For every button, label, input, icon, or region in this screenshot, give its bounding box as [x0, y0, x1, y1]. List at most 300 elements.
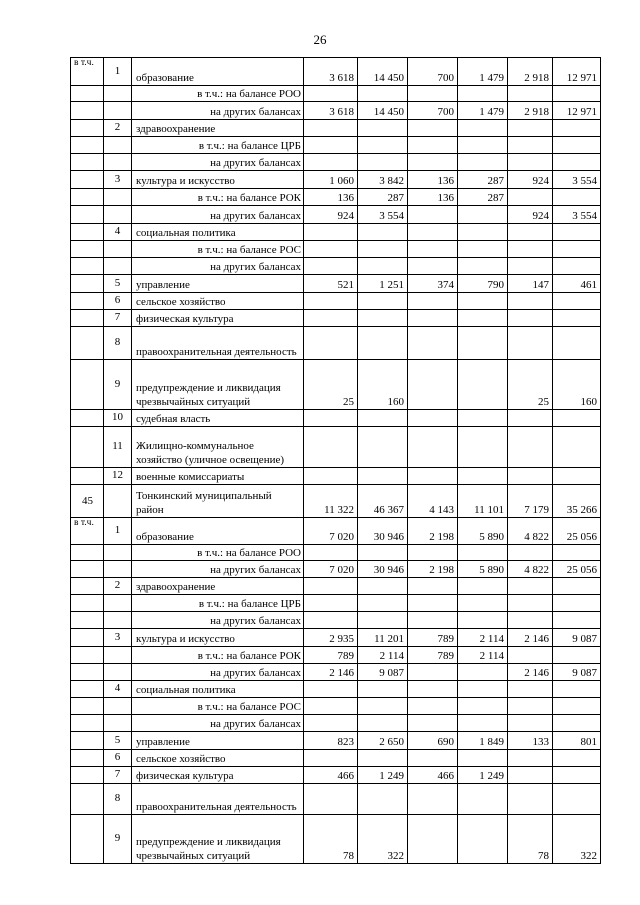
item-number-cell — [104, 698, 132, 715]
region-number-cell: 45 — [71, 485, 104, 518]
value-cell — [408, 120, 458, 137]
value-cell — [458, 578, 508, 595]
table-row — [71, 545, 601, 561]
value-cell: 924 — [508, 206, 553, 224]
value-cell: 2 918 — [508, 58, 553, 86]
value-cell — [408, 258, 458, 275]
value-cell: 11 101 — [458, 485, 508, 518]
value-cell — [408, 206, 458, 224]
value-cell — [508, 647, 553, 664]
value-cell — [458, 360, 508, 410]
item-number-cell: 5 — [104, 732, 132, 750]
grouping-cell — [71, 595, 104, 612]
value-cell — [304, 258, 358, 275]
value-cell — [508, 258, 553, 275]
value-cell — [408, 664, 458, 681]
value-cell — [458, 293, 508, 310]
balance-subrow-label: в т.ч.: на балансе РОС — [132, 241, 304, 258]
value-cell: 789 — [408, 647, 458, 664]
value-cell — [408, 468, 458, 485]
table-row — [71, 732, 601, 750]
grouping-cell — [71, 545, 104, 561]
page-number: 26 — [313, 32, 327, 47]
value-cell — [508, 137, 553, 154]
value-cell — [358, 468, 408, 485]
item-number-cell: 7 — [104, 310, 132, 327]
table-row — [71, 171, 601, 189]
table-row — [71, 595, 601, 612]
value-cell — [458, 154, 508, 171]
table-row — [71, 647, 601, 664]
value-cell — [358, 327, 408, 360]
table-row — [71, 750, 601, 767]
value-cell — [553, 578, 601, 595]
grouping-cell — [71, 750, 104, 767]
item-number-cell — [104, 664, 132, 681]
item-number-cell — [104, 241, 132, 258]
balance-subrow-label: на других балансах — [132, 102, 304, 120]
value-cell: 801 — [553, 732, 601, 750]
value-cell — [358, 293, 408, 310]
item-number-cell — [104, 86, 132, 102]
value-cell — [553, 327, 601, 360]
table-row — [71, 518, 601, 545]
value-cell — [458, 664, 508, 681]
grouping-cell — [71, 664, 104, 681]
balance-subrow-label: в т.ч.: на балансе РОК — [132, 647, 304, 664]
value-cell — [408, 427, 458, 468]
value-cell — [508, 189, 553, 206]
value-cell — [458, 310, 508, 327]
value-cell — [304, 750, 358, 767]
value-cell: 3 554 — [553, 171, 601, 189]
value-cell: 78 — [508, 815, 553, 864]
value-cell — [304, 86, 358, 102]
item-number-cell: 4 — [104, 681, 132, 698]
grouping-cell — [71, 86, 104, 102]
item-number-cell: 8 — [104, 327, 132, 360]
value-cell — [408, 750, 458, 767]
value-cell: 30 946 — [358, 518, 408, 545]
value-cell — [408, 698, 458, 715]
value-cell — [304, 327, 358, 360]
category-label: культура и искусство — [132, 171, 304, 189]
value-cell — [408, 578, 458, 595]
value-cell — [553, 120, 601, 137]
value-cell — [408, 715, 458, 732]
grouping-cell — [71, 275, 104, 293]
category-label: правоохранительная деятельность — [132, 327, 304, 360]
value-cell — [304, 698, 358, 715]
grouping-cell — [71, 258, 104, 275]
value-cell — [508, 86, 553, 102]
value-cell — [408, 595, 458, 612]
value-cell — [508, 327, 553, 360]
value-cell — [358, 578, 408, 595]
value-cell — [458, 410, 508, 427]
value-cell — [508, 698, 553, 715]
value-cell: 789 — [408, 629, 458, 647]
value-cell: 700 — [408, 102, 458, 120]
item-number-cell: 6 — [104, 750, 132, 767]
value-cell — [408, 310, 458, 327]
category-label: сельское хозяйство — [132, 750, 304, 767]
grouping-cell — [71, 468, 104, 485]
table-row — [71, 485, 601, 518]
value-cell — [358, 715, 408, 732]
value-cell — [458, 468, 508, 485]
value-cell: 466 — [408, 767, 458, 784]
value-cell: 2 650 — [358, 732, 408, 750]
item-number-cell — [104, 715, 132, 732]
category-label: культура и искусство — [132, 629, 304, 647]
value-cell — [304, 468, 358, 485]
table-row — [71, 715, 601, 732]
value-cell — [458, 681, 508, 698]
grouping-cell — [71, 681, 104, 698]
item-number-cell — [104, 137, 132, 154]
value-cell — [553, 784, 601, 815]
grouping-cell — [71, 102, 104, 120]
item-number-cell — [104, 258, 132, 275]
item-number-cell: 1 — [104, 58, 132, 86]
value-cell — [304, 310, 358, 327]
value-cell — [508, 595, 553, 612]
grouping-cell — [71, 360, 104, 410]
value-cell: 2 114 — [458, 629, 508, 647]
value-cell — [304, 410, 358, 427]
value-cell — [458, 86, 508, 102]
category-label: социальная политика — [132, 224, 304, 241]
value-cell: 2 146 — [304, 664, 358, 681]
value-cell — [304, 427, 358, 468]
value-cell: 521 — [304, 275, 358, 293]
value-cell: 11 201 — [358, 629, 408, 647]
table-row — [71, 681, 601, 698]
value-cell: 9 087 — [358, 664, 408, 681]
value-cell — [304, 715, 358, 732]
value-cell — [358, 120, 408, 137]
value-cell — [408, 545, 458, 561]
value-cell — [508, 578, 553, 595]
value-cell — [508, 468, 553, 485]
table-row — [71, 561, 601, 578]
table-body — [71, 58, 601, 864]
table-row — [71, 293, 601, 310]
grouping-cell — [71, 206, 104, 224]
value-cell — [508, 427, 553, 468]
balance-subrow-label: на других балансах — [132, 561, 304, 578]
value-cell: 3 842 — [358, 171, 408, 189]
value-cell — [304, 241, 358, 258]
value-cell: 160 — [358, 360, 408, 410]
table-row — [71, 310, 601, 327]
grouping-cell — [71, 327, 104, 360]
value-cell: 287 — [358, 189, 408, 206]
value-cell: 461 — [553, 275, 601, 293]
value-cell — [304, 545, 358, 561]
value-cell — [553, 86, 601, 102]
value-cell — [358, 310, 408, 327]
grouping-cell — [71, 310, 104, 327]
value-cell — [358, 427, 408, 468]
value-cell — [553, 468, 601, 485]
value-cell — [304, 154, 358, 171]
table-row — [71, 206, 601, 224]
balance-subrow-label: на других балансах — [132, 715, 304, 732]
value-cell — [358, 784, 408, 815]
item-number-cell: 11 — [104, 427, 132, 468]
value-cell — [508, 784, 553, 815]
value-cell — [553, 241, 601, 258]
grouping-cell — [71, 612, 104, 629]
balance-subrow-label: в т.ч.: на балансе РОС — [132, 698, 304, 715]
item-number-cell: 4 — [104, 224, 132, 241]
grouping-cell — [71, 241, 104, 258]
table-row — [71, 767, 601, 784]
value-cell — [553, 224, 601, 241]
value-cell: 2 114 — [358, 647, 408, 664]
value-cell: 1 479 — [458, 58, 508, 86]
value-cell — [408, 137, 458, 154]
value-cell — [304, 120, 358, 137]
budget-table — [70, 57, 601, 864]
value-cell — [458, 784, 508, 815]
value-cell: 35 266 — [553, 485, 601, 518]
value-cell: 7 020 — [304, 518, 358, 545]
value-cell: 9 087 — [553, 629, 601, 647]
value-cell — [553, 681, 601, 698]
value-cell: 374 — [408, 275, 458, 293]
table-row — [71, 137, 601, 154]
value-cell — [304, 137, 358, 154]
value-cell — [508, 767, 553, 784]
category-label: социальная политика — [132, 681, 304, 698]
grouping-cell — [71, 732, 104, 750]
grouping-cell — [71, 698, 104, 715]
value-cell — [304, 612, 358, 629]
grouping-cell — [71, 120, 104, 137]
item-number-cell: 3 — [104, 629, 132, 647]
balance-subrow-label: на других балансах — [132, 664, 304, 681]
value-cell — [408, 154, 458, 171]
value-cell — [358, 86, 408, 102]
table-row — [71, 360, 601, 410]
category-label: правоохранительная деятельность — [132, 784, 304, 815]
table-row — [71, 612, 601, 629]
value-cell: 12 971 — [553, 102, 601, 120]
value-cell — [508, 410, 553, 427]
item-number-cell: 7 — [104, 767, 132, 784]
value-cell — [408, 360, 458, 410]
value-cell: 924 — [508, 171, 553, 189]
balance-subrow-label: в т.ч.: на балансе РОО — [132, 86, 304, 102]
value-cell — [408, 327, 458, 360]
value-cell — [553, 595, 601, 612]
item-number-cell: 12 — [104, 468, 132, 485]
table-row — [71, 578, 601, 595]
value-cell — [458, 258, 508, 275]
value-cell: 12 971 — [553, 58, 601, 86]
grouping-cell — [71, 647, 104, 664]
value-cell — [508, 120, 553, 137]
item-number-cell: 10 — [104, 410, 132, 427]
value-cell — [408, 410, 458, 427]
value-cell — [553, 698, 601, 715]
value-cell: 30 946 — [358, 561, 408, 578]
category-label: сельское хозяйство — [132, 293, 304, 310]
item-number-cell: 3 — [104, 171, 132, 189]
item-number-cell — [104, 206, 132, 224]
value-cell: 25 056 — [553, 561, 601, 578]
value-cell: 46 367 — [358, 485, 408, 518]
table-row — [71, 410, 601, 427]
value-cell — [408, 815, 458, 864]
item-number-cell: 1 — [104, 518, 132, 545]
table-row — [71, 427, 601, 468]
value-cell — [553, 258, 601, 275]
grouping-cell — [71, 137, 104, 154]
balance-subrow-label: в т.ч.: на балансе РОК — [132, 189, 304, 206]
item-number-cell: 2 — [104, 120, 132, 137]
value-cell — [553, 767, 601, 784]
category-label: Жилищно-коммунальное хозяйство (уличное освещение) — [132, 427, 304, 468]
category-label: здравоохранение — [132, 120, 304, 137]
value-cell: 2 146 — [508, 664, 553, 681]
value-cell: 466 — [304, 767, 358, 784]
value-cell — [508, 545, 553, 561]
value-cell: 924 — [304, 206, 358, 224]
value-cell: 690 — [408, 732, 458, 750]
table-row — [71, 664, 601, 681]
item-number-cell — [104, 561, 132, 578]
value-cell — [553, 427, 601, 468]
value-cell — [458, 715, 508, 732]
category-label: образование — [132, 518, 304, 545]
value-cell: 2 198 — [408, 518, 458, 545]
value-cell: 5 890 — [458, 518, 508, 545]
value-cell: 3 618 — [304, 58, 358, 86]
value-cell — [304, 681, 358, 698]
category-label: судебная власть — [132, 410, 304, 427]
value-cell — [408, 784, 458, 815]
value-cell — [458, 120, 508, 137]
value-cell — [508, 241, 553, 258]
value-cell — [358, 154, 408, 171]
table-row — [71, 241, 601, 258]
table-row — [71, 189, 601, 206]
category-label: образование — [132, 58, 304, 86]
value-cell — [553, 647, 601, 664]
value-cell — [358, 137, 408, 154]
value-cell — [458, 612, 508, 629]
value-cell — [508, 154, 553, 171]
value-cell: 14 450 — [358, 102, 408, 120]
category-label: предупреждение и ликвидация чрезвычайных ситуаций — [132, 360, 304, 410]
item-number-cell: 9 — [104, 815, 132, 864]
category-label: предупреждение и ликвидация чрезвычайных ситуаций — [132, 815, 304, 864]
value-cell: 25 056 — [553, 518, 601, 545]
value-cell: 322 — [553, 815, 601, 864]
value-cell: 78 — [304, 815, 358, 864]
balance-subrow-label: на других балансах — [132, 612, 304, 629]
item-number-cell — [104, 612, 132, 629]
grouping-cell: в т.ч. — [71, 518, 104, 545]
table-row — [71, 120, 601, 137]
value-cell: 700 — [408, 58, 458, 86]
value-cell: 823 — [304, 732, 358, 750]
value-cell — [458, 206, 508, 224]
grouping-cell — [71, 578, 104, 595]
value-cell: 25 — [508, 360, 553, 410]
value-cell — [458, 698, 508, 715]
table-row — [71, 58, 601, 86]
balance-subrow-label: на других балансах — [132, 206, 304, 224]
value-cell — [458, 241, 508, 258]
value-cell: 1 060 — [304, 171, 358, 189]
value-cell — [358, 258, 408, 275]
value-cell — [553, 189, 601, 206]
value-cell: 4 822 — [508, 561, 553, 578]
value-cell — [358, 612, 408, 629]
table-row — [71, 698, 601, 715]
table-row — [71, 784, 601, 815]
balance-subrow-label: на других балансах — [132, 154, 304, 171]
value-cell: 1 479 — [458, 102, 508, 120]
item-number-cell — [104, 647, 132, 664]
item-number-cell: 8 — [104, 784, 132, 815]
value-cell — [408, 224, 458, 241]
value-cell — [553, 310, 601, 327]
value-cell: 133 — [508, 732, 553, 750]
value-cell — [358, 750, 408, 767]
grouping-cell — [71, 767, 104, 784]
value-cell — [508, 293, 553, 310]
value-cell — [508, 715, 553, 732]
value-cell: 136 — [408, 189, 458, 206]
value-cell — [458, 327, 508, 360]
item-number-cell: 5 — [104, 275, 132, 293]
value-cell — [508, 310, 553, 327]
value-cell: 3 618 — [304, 102, 358, 120]
value-cell: 14 450 — [358, 58, 408, 86]
value-cell: 160 — [553, 360, 601, 410]
category-label: физическая культура — [132, 310, 304, 327]
table-row — [71, 154, 601, 171]
table-row — [71, 275, 601, 293]
item-number-cell: 6 — [104, 293, 132, 310]
table-row — [71, 224, 601, 241]
table-row — [71, 629, 601, 647]
value-cell — [458, 595, 508, 612]
value-cell: 11 322 — [304, 485, 358, 518]
value-cell — [458, 224, 508, 241]
value-cell — [408, 293, 458, 310]
grouping-cell — [71, 815, 104, 864]
item-number-cell — [104, 545, 132, 561]
value-cell — [553, 154, 601, 171]
balance-subrow-label: в т.ч.: на балансе РОО — [132, 545, 304, 561]
item-number-cell — [104, 595, 132, 612]
value-cell — [553, 545, 601, 561]
value-cell — [358, 595, 408, 612]
table-row — [71, 815, 601, 864]
category-label: физическая культура — [132, 767, 304, 784]
value-cell — [553, 715, 601, 732]
value-cell — [458, 815, 508, 864]
value-cell — [358, 241, 408, 258]
value-cell — [358, 410, 408, 427]
